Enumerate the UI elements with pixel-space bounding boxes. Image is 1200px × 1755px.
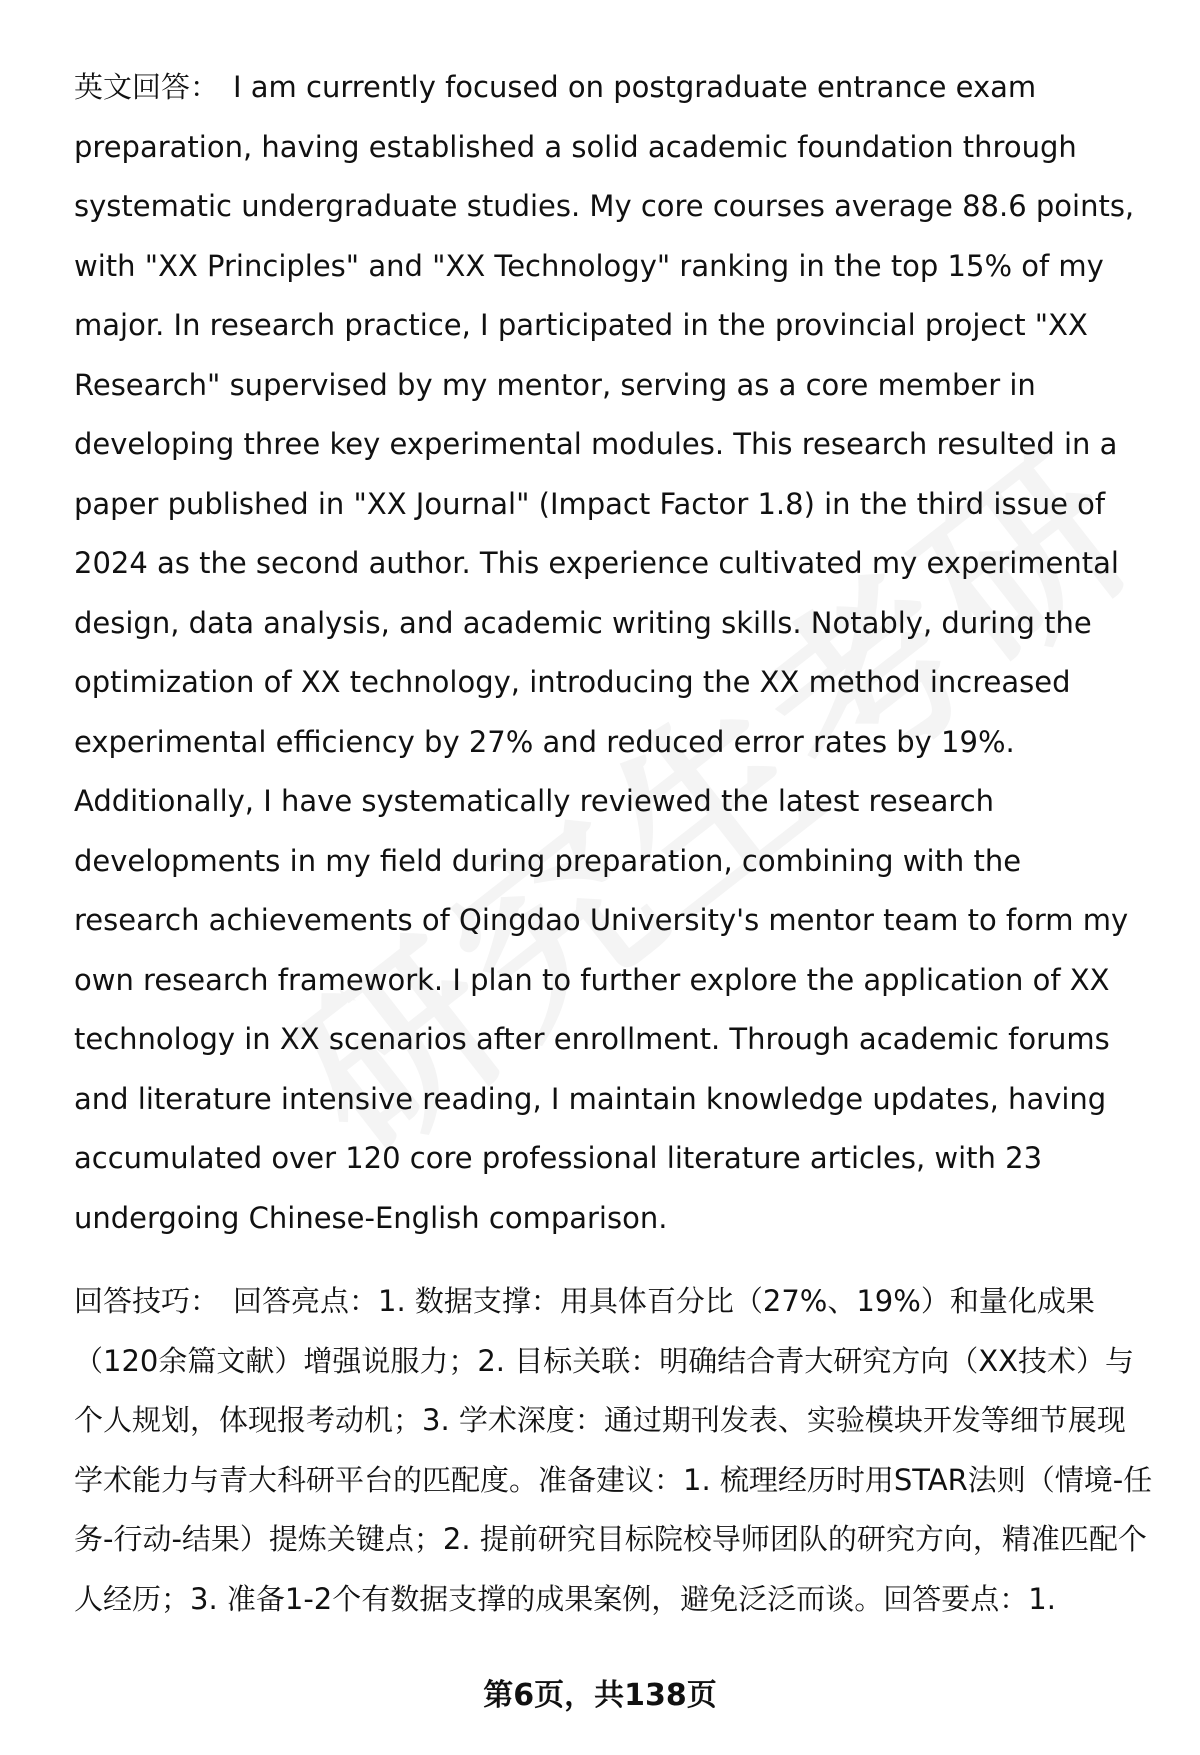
- answer-tips-label: 回答技巧：: [74, 1284, 220, 1318]
- answer-tips-text: 回答亮点：1. 数据支撑：用具体百分比（27%、19%）和量化成果（120余篇文献）增强说服力；2. 目标关联：明确结合青大研究方向（XX技术）与个人规划，体现报考动机；3. 学术深度：通过期刊发表、实验模块开发等细节展现学术能力与青大科研平台的匹配度。准备建议：1. 梳理经历时用STAR法则（情境-任务-行动-结果）提炼关键点；2. 提前研究目标院校导师团队的研究方向，精准匹配个人经历；3. 准备1-2个有数据支撑的成果案例，避免泛泛而谈。回答要点：1.: [74, 1284, 1153, 1616]
- answer-tips-paragraph: [74, 1272, 1154, 1629]
- english-answer-text: I am currently focused on postgraduate entrance exam preparation, having established a solid academic foundation through systematic undergraduate studies. My core courses average 88.6 points, with "XX Principles" and "XX Technology" ranking in the top 15% of my major. In research practice, I participated in the provincial project "XX Research" supervised by my mentor, serving as a core member in developing three key experimental modules. This research resulted in a paper published in "XX Journal" (Impact Factor 1.8) in the third issue of 2024 as the second author. This experience cultivated my experimental design, data analysis, and academic writing skills. Notably, during the optimization of XX technology, introducing the XX method increased experimental efficiency by 27% and reduced error rates by 19%. Additionally, I have systematically reviewed the latest research developments in my field during preparation, combining with the research achievements of Qingdao University's mentor team to form my own research framework. I plan to further explore the application of XX technology in XX scenarios after enrollment. Through academic forums and literature intensive reading, I maintain knowledge updates, having accumulated over 120 core professional literature articles, with 23 undergoing Chinese-English comparison.: [74, 70, 1135, 1235]
- page-content: [74, 58, 1154, 1629]
- english-answer-label: 英文回答：: [74, 70, 220, 104]
- page-number: 第6页，共138页: [483, 1678, 717, 1713]
- english-answer-paragraph: [74, 58, 1154, 1248]
